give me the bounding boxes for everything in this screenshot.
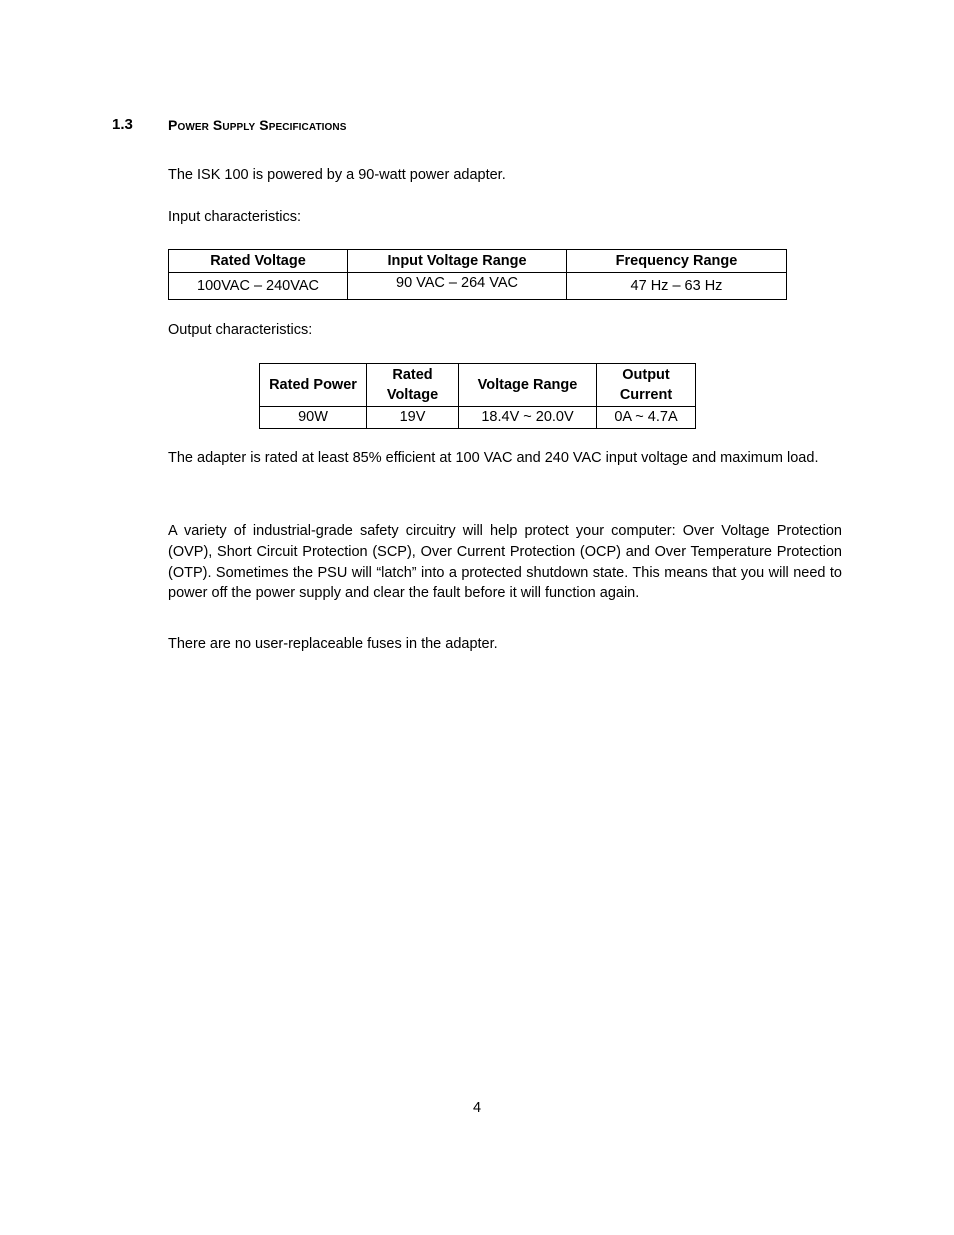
efficiency-paragraph: The adapter is rated at least 85% efficient at 100 VAC and 240 VAC input voltage and maximum load.	[168, 450, 819, 466]
cell-rated-voltage: 19V	[367, 407, 459, 429]
header-rated-voltage: Rated Voltage	[367, 364, 459, 407]
header-output-current: Output Current	[597, 364, 696, 407]
header-rated-voltage: Rated Voltage	[169, 250, 348, 273]
output-characteristics-label: Output characteristics:	[168, 322, 313, 338]
table-row	[169, 273, 787, 300]
cell-rated-power: 90W	[260, 407, 367, 429]
section-title: Power Supply Specifications	[168, 117, 347, 133]
output-characteristics-table	[259, 363, 696, 429]
table-header-row	[260, 364, 696, 407]
header-frequency-range: Frequency Range	[567, 250, 787, 273]
input-characteristics-label: Input characteristics:	[168, 209, 301, 225]
cell-output-current: 0A ~ 4.7A	[597, 407, 696, 429]
cell-rated-voltage: 100VAC – 240VAC	[169, 273, 348, 300]
cell-input-voltage-range: 90 VAC – 264 VAC	[348, 273, 567, 300]
section-number: 1.3	[112, 116, 133, 133]
safety-paragraph: A variety of industrial-grade safety circuitry will help protect your computer: Over Voltage Protection (OVP), Short Circuit Protection (SCP), Over Current Protection (OCP) and Over Temperature Protection (OTP). Sometimes the PSU will “latch” into a protected shutdown state. This means that you will need to power off the power supply and clear the fault before it will function again.	[168, 523, 842, 602]
table-row	[260, 407, 696, 429]
input-characteristics-table	[168, 249, 787, 300]
header-voltage-range: Voltage Range	[459, 364, 597, 407]
header-rated-power: Rated Power	[260, 364, 367, 407]
cell-frequency-range: 47 Hz – 63 Hz	[567, 273, 787, 300]
page-number: 4	[472, 1100, 482, 1116]
header-input-voltage-range: Input Voltage Range	[348, 250, 567, 273]
table-header-row	[169, 250, 787, 273]
intro-paragraph: The ISK 100 is powered by a 90-watt power adapter.	[168, 167, 506, 183]
cell-voltage-range: 18.4V ~ 20.0V	[459, 407, 597, 429]
fuses-paragraph: There are no user-replaceable fuses in the adapter.	[168, 636, 498, 652]
